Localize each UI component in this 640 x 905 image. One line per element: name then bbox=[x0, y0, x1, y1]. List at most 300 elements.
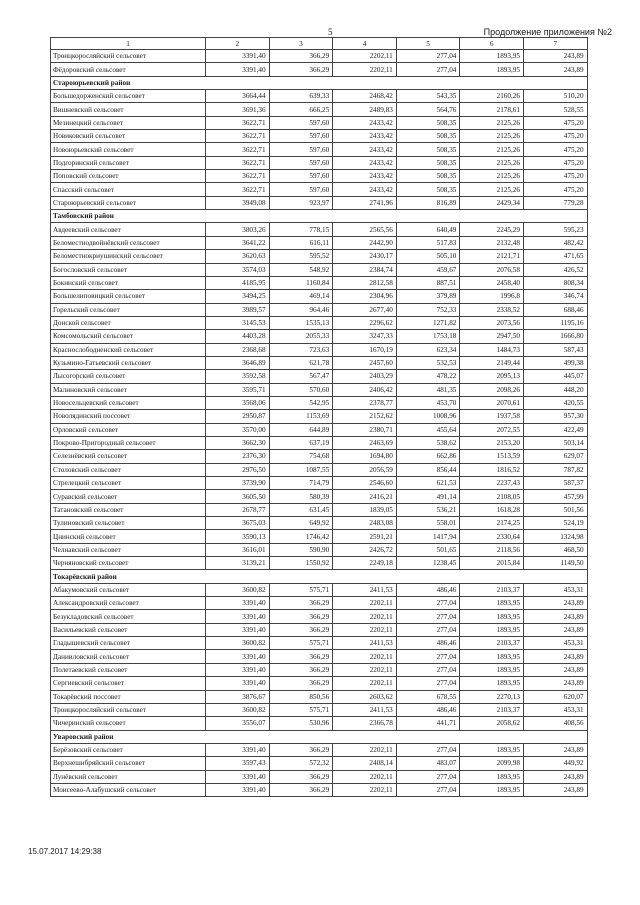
value-cell: 778,15 bbox=[269, 223, 333, 236]
value-cell: 3622,71 bbox=[206, 116, 270, 129]
value-cell: 1087,55 bbox=[269, 463, 333, 476]
value-cell: 2376,30 bbox=[206, 450, 270, 463]
value-cell: 2429,34 bbox=[460, 196, 524, 209]
table-row bbox=[51, 770, 588, 783]
municipality-name: Беломестнокриушинский сельсовет bbox=[51, 250, 206, 263]
value-cell: 723,63 bbox=[269, 343, 333, 356]
value-cell: 639,33 bbox=[269, 90, 333, 103]
municipality-name: Комсомольский сельсовет bbox=[51, 330, 206, 343]
value-cell: 441,71 bbox=[396, 717, 460, 730]
value-cell: 2366,78 bbox=[333, 717, 397, 730]
value-cell: 445,07 bbox=[523, 370, 587, 383]
value-cell: 469,14 bbox=[269, 290, 333, 303]
value-cell: 243,89 bbox=[523, 597, 587, 610]
value-cell: 2330,64 bbox=[460, 530, 524, 543]
value-cell: 366,29 bbox=[269, 623, 333, 636]
value-cell: 3622,71 bbox=[206, 143, 270, 156]
value-cell: 379,89 bbox=[396, 290, 460, 303]
value-cell: 1550,92 bbox=[269, 557, 333, 570]
value-cell: 2433,42 bbox=[333, 183, 397, 196]
value-cell: 2202,11 bbox=[333, 783, 397, 796]
value-cell: 2178,61 bbox=[460, 103, 524, 116]
value-cell: 3641,22 bbox=[206, 236, 270, 249]
value-cell: 558,01 bbox=[396, 517, 460, 530]
value-cell: 2430,17 bbox=[333, 250, 397, 263]
table-row bbox=[51, 490, 588, 503]
value-cell: 575,71 bbox=[269, 583, 333, 596]
value-cell: 1417,94 bbox=[396, 530, 460, 543]
value-cell: 2565,56 bbox=[333, 223, 397, 236]
value-cell: 3600,82 bbox=[206, 583, 270, 596]
value-cell: 597,60 bbox=[269, 143, 333, 156]
value-cell: 3145,53 bbox=[206, 316, 270, 329]
value-cell: 471,65 bbox=[523, 250, 587, 263]
value-cell: 2237,43 bbox=[460, 477, 524, 490]
table-row bbox=[51, 757, 588, 770]
table-row bbox=[51, 63, 588, 76]
value-cell: 2411,53 bbox=[333, 703, 397, 716]
value-cell: 3949,08 bbox=[206, 196, 270, 209]
value-cell: 1893,95 bbox=[460, 650, 524, 663]
municipality-name: Сергиевский сельсовет bbox=[51, 677, 206, 690]
value-cell: 491,14 bbox=[396, 490, 460, 503]
value-cell: 3622,71 bbox=[206, 156, 270, 169]
value-cell: 567,47 bbox=[269, 370, 333, 383]
value-cell: 459,67 bbox=[396, 263, 460, 276]
value-cell: 2304,96 bbox=[333, 290, 397, 303]
value-cell: 678,55 bbox=[396, 690, 460, 703]
value-cell: 2073,56 bbox=[460, 316, 524, 329]
value-cell: 3622,71 bbox=[206, 130, 270, 143]
value-cell: 277,04 bbox=[396, 783, 460, 796]
district-header-row bbox=[51, 76, 588, 89]
table-row bbox=[51, 383, 588, 396]
value-cell: 499,38 bbox=[523, 356, 587, 369]
value-cell: 2174,25 bbox=[460, 517, 524, 530]
value-cell: 2125,26 bbox=[460, 156, 524, 169]
value-cell: 3592,58 bbox=[206, 370, 270, 383]
value-cell: 528,55 bbox=[523, 103, 587, 116]
value-cell: 481,35 bbox=[396, 383, 460, 396]
data-table bbox=[50, 37, 588, 797]
value-cell: 2076,58 bbox=[460, 263, 524, 276]
value-cell: 277,04 bbox=[396, 743, 460, 756]
value-cell: 243,89 bbox=[523, 743, 587, 756]
value-cell: 277,04 bbox=[396, 770, 460, 783]
value-cell: 243,89 bbox=[523, 677, 587, 690]
value-cell: 779,28 bbox=[523, 196, 587, 209]
value-cell: 505,10 bbox=[396, 250, 460, 263]
column-number: 5 bbox=[396, 38, 460, 50]
value-cell: 3590,13 bbox=[206, 530, 270, 543]
value-cell: 3664,44 bbox=[206, 90, 270, 103]
value-cell: 524,19 bbox=[523, 517, 587, 530]
municipality-name: Тулиновский сельсовет bbox=[51, 517, 206, 530]
value-cell: 887,51 bbox=[396, 276, 460, 289]
value-cell: 2976,50 bbox=[206, 463, 270, 476]
table-row bbox=[51, 677, 588, 690]
value-cell: 510,20 bbox=[523, 90, 587, 103]
value-cell: 482,42 bbox=[523, 236, 587, 249]
table-row bbox=[51, 103, 588, 116]
table-row bbox=[51, 90, 588, 103]
value-cell: 1484,73 bbox=[460, 343, 524, 356]
value-cell: 2099,98 bbox=[460, 757, 524, 770]
table-row bbox=[51, 583, 588, 596]
value-cell: 1618,28 bbox=[460, 503, 524, 516]
value-cell: 2202,11 bbox=[333, 597, 397, 610]
table-row bbox=[51, 396, 588, 409]
column-number: 1 bbox=[51, 38, 206, 50]
value-cell: 620,07 bbox=[523, 690, 587, 703]
value-cell: 2245,29 bbox=[460, 223, 524, 236]
value-cell: 243,89 bbox=[523, 623, 587, 636]
value-cell: 629,07 bbox=[523, 450, 587, 463]
municipality-name: Мезинецкий сельсовет bbox=[51, 116, 206, 129]
value-cell: 4185,95 bbox=[206, 276, 270, 289]
value-cell: 2378,77 bbox=[333, 396, 397, 409]
value-cell: 3989,57 bbox=[206, 303, 270, 316]
value-cell: 3391,40 bbox=[206, 597, 270, 610]
value-cell: 453,31 bbox=[523, 637, 587, 650]
district-name: Тамбовский район bbox=[51, 210, 588, 223]
value-cell: 623,34 bbox=[396, 343, 460, 356]
value-cell: 453,70 bbox=[396, 396, 460, 409]
value-cell: 2202,11 bbox=[333, 743, 397, 756]
table-row bbox=[51, 223, 588, 236]
table-row bbox=[51, 717, 588, 730]
municipality-name: Спасский сельсовет bbox=[51, 183, 206, 196]
value-cell: 508,35 bbox=[396, 130, 460, 143]
municipality-name: Новиковский сельсовет bbox=[51, 130, 206, 143]
municipality-name: Богословский сельсовет bbox=[51, 263, 206, 276]
municipality-name: Цнинский сельсовет bbox=[51, 530, 206, 543]
table-row bbox=[51, 423, 588, 436]
value-cell: 2056,59 bbox=[333, 463, 397, 476]
value-cell: 2202,11 bbox=[333, 770, 397, 783]
value-cell: 366,29 bbox=[269, 783, 333, 796]
value-cell: 420,55 bbox=[523, 396, 587, 409]
municipality-name: Лысогорский сельсовет bbox=[51, 370, 206, 383]
value-cell: 3391,40 bbox=[206, 63, 270, 76]
value-cell: 517,83 bbox=[396, 236, 460, 249]
value-cell: 2125,26 bbox=[460, 130, 524, 143]
municipality-name: Троицкоросляйский сельсовет bbox=[51, 703, 206, 716]
table-row bbox=[51, 703, 588, 716]
value-cell: 2249,18 bbox=[333, 557, 397, 570]
value-cell: 1238,45 bbox=[396, 557, 460, 570]
value-cell: 3739,90 bbox=[206, 477, 270, 490]
value-cell: 2103,37 bbox=[460, 583, 524, 596]
value-cell: 503,14 bbox=[523, 436, 587, 449]
municipality-name: Татановский сельсовет bbox=[51, 503, 206, 516]
table-row bbox=[51, 290, 588, 303]
value-cell: 448,20 bbox=[523, 383, 587, 396]
table-row bbox=[51, 503, 588, 516]
value-cell: 532,53 bbox=[396, 356, 460, 369]
value-cell: 2153,20 bbox=[460, 436, 524, 449]
value-cell: 597,60 bbox=[269, 170, 333, 183]
value-cell: 2433,42 bbox=[333, 170, 397, 183]
value-cell: 597,60 bbox=[269, 156, 333, 169]
value-cell: 475,20 bbox=[523, 116, 587, 129]
table-row bbox=[51, 597, 588, 610]
column-number: 7 bbox=[523, 38, 587, 50]
table-row bbox=[51, 517, 588, 530]
value-cell: 366,29 bbox=[269, 770, 333, 783]
value-cell: 538,62 bbox=[396, 436, 460, 449]
value-cell: 2463,69 bbox=[333, 436, 397, 449]
value-cell: 2812,58 bbox=[333, 276, 397, 289]
value-cell: 366,29 bbox=[269, 50, 333, 63]
municipality-name: Вишневский сельсовет bbox=[51, 103, 206, 116]
table-row bbox=[51, 303, 588, 316]
value-cell: 3391,40 bbox=[206, 770, 270, 783]
value-cell: 2118,56 bbox=[460, 543, 524, 556]
value-cell: 3616,01 bbox=[206, 543, 270, 556]
value-cell: 508,35 bbox=[396, 143, 460, 156]
municipality-name: Александровский сельсовет bbox=[51, 597, 206, 610]
value-cell: 486,46 bbox=[396, 703, 460, 716]
value-cell: 2103,37 bbox=[460, 637, 524, 650]
value-cell: 1893,95 bbox=[460, 50, 524, 63]
municipality-name: Орловский сельсовет bbox=[51, 423, 206, 436]
value-cell: 1893,95 bbox=[460, 610, 524, 623]
municipality-name: Фёдоровский сельсовет bbox=[51, 63, 206, 76]
municipality-name: Поповский сельсовет bbox=[51, 170, 206, 183]
value-cell: 455,64 bbox=[396, 423, 460, 436]
municipality-name: Донской сельсовет bbox=[51, 316, 206, 329]
value-cell: 1893,95 bbox=[460, 783, 524, 796]
value-cell: 475,20 bbox=[523, 183, 587, 196]
value-cell: 587,37 bbox=[523, 477, 587, 490]
table-row bbox=[51, 236, 588, 249]
value-cell: 575,71 bbox=[269, 703, 333, 716]
table-row bbox=[51, 783, 588, 796]
value-cell: 2950,87 bbox=[206, 410, 270, 423]
municipality-name: Краснослободненский сельсовет bbox=[51, 343, 206, 356]
value-cell: 366,29 bbox=[269, 663, 333, 676]
value-cell: 597,60 bbox=[269, 116, 333, 129]
value-cell: 243,89 bbox=[523, 63, 587, 76]
column-number: 6 bbox=[460, 38, 524, 50]
value-cell: 2411,53 bbox=[333, 583, 397, 596]
value-cell: 2095,13 bbox=[460, 370, 524, 383]
value-cell: 3247,33 bbox=[333, 330, 397, 343]
table-row bbox=[51, 143, 588, 156]
value-cell: 2489,83 bbox=[333, 103, 397, 116]
table-row bbox=[51, 156, 588, 169]
value-cell: 483,07 bbox=[396, 757, 460, 770]
value-cell: 572,32 bbox=[269, 757, 333, 770]
value-cell: 1816,52 bbox=[460, 463, 524, 476]
value-cell: 2202,11 bbox=[333, 623, 397, 636]
table-row bbox=[51, 650, 588, 663]
column-number-row bbox=[51, 38, 588, 50]
value-cell: 2947,50 bbox=[460, 330, 524, 343]
value-cell: 752,33 bbox=[396, 303, 460, 316]
value-cell: 508,35 bbox=[396, 183, 460, 196]
municipality-name: Стрелецкий сельсовет bbox=[51, 477, 206, 490]
value-cell: 2202,11 bbox=[333, 63, 397, 76]
value-cell: 3597,43 bbox=[206, 757, 270, 770]
value-cell: 2160,26 bbox=[460, 90, 524, 103]
municipality-name: Староюрьевский сельсовет bbox=[51, 196, 206, 209]
municipality-name: Берёзовский сельсовет bbox=[51, 743, 206, 756]
value-cell: 2202,11 bbox=[333, 610, 397, 623]
municipality-name: Токарёвский поссовет bbox=[51, 690, 206, 703]
value-cell: 366,29 bbox=[269, 610, 333, 623]
value-cell: 2108,05 bbox=[460, 490, 524, 503]
value-cell: 1694,80 bbox=[333, 450, 397, 463]
value-cell: 1839,05 bbox=[333, 503, 397, 516]
value-cell: 475,20 bbox=[523, 170, 587, 183]
value-cell: 277,04 bbox=[396, 50, 460, 63]
value-cell: 426,52 bbox=[523, 263, 587, 276]
value-cell: 1271,82 bbox=[396, 316, 460, 329]
value-cell: 666,25 bbox=[269, 103, 333, 116]
table-row bbox=[51, 263, 588, 276]
value-cell: 2125,26 bbox=[460, 170, 524, 183]
value-cell: 2411,53 bbox=[333, 637, 397, 650]
value-cell: 542,95 bbox=[269, 396, 333, 409]
value-cell: 2202,11 bbox=[333, 650, 397, 663]
municipality-name: Большедорженский сельсовет bbox=[51, 90, 206, 103]
appendix-label: Продолжение приложения №2 bbox=[483, 27, 612, 37]
table-row bbox=[51, 276, 588, 289]
value-cell: 850,56 bbox=[269, 690, 333, 703]
value-cell: 486,46 bbox=[396, 637, 460, 650]
municipality-name: Васильевский сельсовет bbox=[51, 623, 206, 636]
table-row bbox=[51, 610, 588, 623]
value-cell: 2202,11 bbox=[333, 50, 397, 63]
municipality-name: Троицкоросляйский сельсовет bbox=[51, 50, 206, 63]
municipality-name: Новолядинский поссовет bbox=[51, 410, 206, 423]
value-cell: 277,04 bbox=[396, 677, 460, 690]
value-cell: 243,89 bbox=[523, 783, 587, 796]
value-cell: 3391,40 bbox=[206, 677, 270, 690]
table-row bbox=[51, 477, 588, 490]
value-cell: 1893,95 bbox=[460, 597, 524, 610]
value-cell: 475,20 bbox=[523, 156, 587, 169]
value-cell: 457,99 bbox=[523, 490, 587, 503]
value-cell: 449,92 bbox=[523, 757, 587, 770]
value-cell: 3675,03 bbox=[206, 517, 270, 530]
municipality-name: Полетаевский сельсовет bbox=[51, 663, 206, 676]
page-number: 5 bbox=[328, 27, 333, 37]
value-cell: 2457,60 bbox=[333, 356, 397, 369]
value-cell: 530,96 bbox=[269, 717, 333, 730]
value-cell: 580,39 bbox=[269, 490, 333, 503]
value-cell: 277,04 bbox=[396, 663, 460, 676]
value-cell: 1535,13 bbox=[269, 316, 333, 329]
table-row bbox=[51, 50, 588, 63]
value-cell: 3622,71 bbox=[206, 183, 270, 196]
table-row bbox=[51, 370, 588, 383]
value-cell: 2015,84 bbox=[460, 557, 524, 570]
value-cell: 243,89 bbox=[523, 610, 587, 623]
table-row bbox=[51, 196, 588, 209]
footer-timestamp: 15.07.2017 14:29:38 bbox=[28, 847, 102, 856]
value-cell: 3391,40 bbox=[206, 50, 270, 63]
value-cell: 649,92 bbox=[269, 517, 333, 530]
value-cell: 243,89 bbox=[523, 650, 587, 663]
value-cell: 2433,42 bbox=[333, 116, 397, 129]
value-cell: 2055,33 bbox=[269, 330, 333, 343]
municipality-name: Моисеево-Алабушский сельсовет bbox=[51, 783, 206, 796]
value-cell: 856,44 bbox=[396, 463, 460, 476]
value-cell: 3568,06 bbox=[206, 396, 270, 409]
value-cell: 644,89 bbox=[269, 423, 333, 436]
value-cell: 3391,40 bbox=[206, 623, 270, 636]
value-cell: 536,21 bbox=[396, 503, 460, 516]
value-cell: 508,35 bbox=[396, 170, 460, 183]
value-cell: 2270,13 bbox=[460, 690, 524, 703]
value-cell: 2368,68 bbox=[206, 343, 270, 356]
value-cell: 1008,96 bbox=[396, 410, 460, 423]
value-cell: 508,35 bbox=[396, 116, 460, 129]
municipality-name: Бокинский сельсовет bbox=[51, 276, 206, 289]
value-cell: 478,22 bbox=[396, 370, 460, 383]
value-cell: 1195,16 bbox=[523, 316, 587, 329]
value-cell: 1893,95 bbox=[460, 623, 524, 636]
value-cell: 243,89 bbox=[523, 770, 587, 783]
table-row bbox=[51, 690, 588, 703]
district-name: Токарёвский район bbox=[51, 570, 588, 583]
value-cell: 548,92 bbox=[269, 263, 333, 276]
value-cell: 597,60 bbox=[269, 130, 333, 143]
value-cell: 486,46 bbox=[396, 583, 460, 596]
value-cell: 468,50 bbox=[523, 543, 587, 556]
value-cell: 1670,19 bbox=[333, 343, 397, 356]
column-number: 2 bbox=[206, 38, 270, 50]
value-cell: 3556,07 bbox=[206, 717, 270, 730]
value-cell: 575,71 bbox=[269, 637, 333, 650]
value-cell: 595,23 bbox=[523, 223, 587, 236]
value-cell: 3691,36 bbox=[206, 103, 270, 116]
value-cell: 2338,52 bbox=[460, 303, 524, 316]
value-cell: 366,29 bbox=[269, 650, 333, 663]
value-cell: 3391,40 bbox=[206, 650, 270, 663]
value-cell: 3600,82 bbox=[206, 637, 270, 650]
value-cell: 277,04 bbox=[396, 650, 460, 663]
municipality-name: Челнавский сельсовет bbox=[51, 543, 206, 556]
value-cell: 688,46 bbox=[523, 303, 587, 316]
value-cell: 1746,42 bbox=[269, 530, 333, 543]
value-cell: 3595,71 bbox=[206, 383, 270, 396]
value-cell: 2125,26 bbox=[460, 143, 524, 156]
value-cell: 366,29 bbox=[269, 677, 333, 690]
value-cell: 2380,71 bbox=[333, 423, 397, 436]
value-cell: 3876,67 bbox=[206, 690, 270, 703]
value-cell: 366,29 bbox=[269, 743, 333, 756]
value-cell: 2103,37 bbox=[460, 703, 524, 716]
table-row bbox=[51, 530, 588, 543]
table-row bbox=[51, 183, 588, 196]
table-row bbox=[51, 316, 588, 329]
value-cell: 4403,28 bbox=[206, 330, 270, 343]
district-header-row bbox=[51, 210, 588, 223]
value-cell: 1893,95 bbox=[460, 663, 524, 676]
value-cell: 3600,82 bbox=[206, 703, 270, 716]
column-number: 4 bbox=[333, 38, 397, 50]
table-row bbox=[51, 463, 588, 476]
municipality-name: Горельский сельсовет bbox=[51, 303, 206, 316]
municipality-name: Безукладовский сельсовет bbox=[51, 610, 206, 623]
value-cell: 2125,26 bbox=[460, 116, 524, 129]
value-cell: 3620,63 bbox=[206, 250, 270, 263]
municipality-name: Подгоринский сельсовет bbox=[51, 156, 206, 169]
